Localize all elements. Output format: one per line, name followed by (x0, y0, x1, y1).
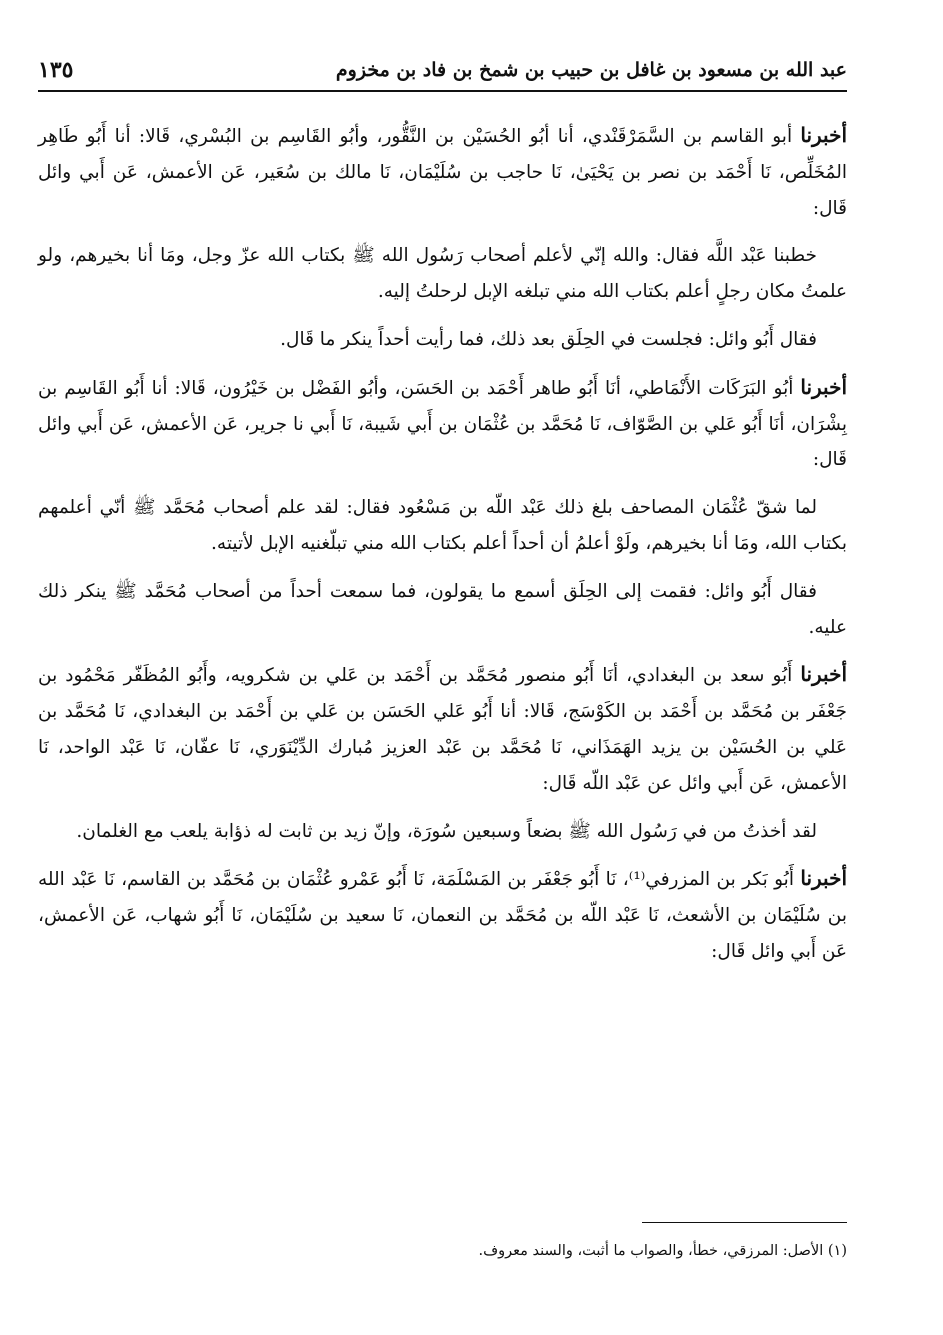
paragraph-text: أَبُو سعد بن البغدادي، أنَا أَبُو منصور مُحَمَّد بن أَحْمَد بن عَلي بن شكرويه، وأَبُو المُظَفّر مَحْمُود بن جَعْفَر بن مُحَمَّد بن أَحْمَد بن الكَوْسَج، قَالا: أنا أَبُو عَلي الحَسَن بن عَلي بن أَحْمَد بن البغدادي، نَا مُحَمَّد بن عَلي بن الحُسَيْن بن يزيد الهَمَذَاني، نَا مُحَمَّد بن عَبْد العزيز مُبارك الدِّيْنَوَري، نَا عفّان، نَا عَبْد الواحد، نَا الأعمش، عَن أَبي وائل عن عَبْد اللّه قَال: (38, 665, 847, 794)
running-title: عبد الله بن مسعود بن غافل بن حبيب بن شمخ بن فاد بن مخزوم (335, 59, 847, 81)
paragraph-text: أبُو البَرَكَات الأَنْمَاطي، أنَا أَبُو طاهر أَحْمَد بن الحَسَن، وأبُو الفَضْل بن خَيْرُون، قَالا: أنا أَبُو القَاسِم بن بِشْرَان، أنَا أَبُو عَلي بن الصَّوّاف، نَا مُحَمَّد بن عُثْمَان بن أَبي شَيبة، نَا أَبي نا جرير، عَن الأعمش، عَن أَبي وائل قَال: (38, 377, 847, 471)
paragraph-text: أبو القاسم بن السَّمَرْقَنْدي، أنا أبُو الحُسَيْن بن النَّقُّور، وأبُو القَاسِم بن البُسْري، قَالا: أنا أَبُو طَاهِر المُخَلِّص، نَا أَحْمَد بن نصر بن يَحْيَىٰ، نَا حاجب بن سُلَيْمَان، نَا مالك بن سُعَير، عَن الأعمش، عَن أَبي وائل قَال: (38, 126, 847, 219)
isnad-lead: أخبرنا (800, 866, 847, 891)
paragraph-text: لما شقّ عُثْمَان المصاحف بلغ ذلك عَبْد اللّه بن مَسْعُود فقال: لقد علم أصحاب مُحَمَّد ﷺ أنّي أعلمهم بكتاب الله، ومَا أنا بخيرهم، ولَوْ أعلمُ أن أحداً أعلم بكتاب الله مني تبلّغنيه الإبل لأتيته. (38, 497, 847, 554)
paragraph (38, 238, 847, 310)
paragraph (38, 370, 847, 478)
paragraph-text: أَبُو بَكر بن المزرفي⁽¹⁾، نَا أَبُو جَعْفَر بن المَسْلَمَة، نَا أَبُو عَمْرو عُثْمَان بن مُحَمَّد بن القاسم، نَا عَبْد الله بن سُلَيْمَان بن الأشعث، نَا عَبْد اللّه بن مُحَمَّد بن النعمان، نَا سعيد بن سُلَيْمَان، نَا أَبُو شهاب، عَن الأعمش، عَن أَبي وائل قَال: (38, 869, 847, 962)
paragraph (38, 814, 847, 850)
footnote-marker: (١) (827, 1243, 847, 1259)
paragraph (38, 861, 847, 969)
paragraph-text: خطبنا عَبْد اللَّه فقال: والله إنّي لأعلم أصحاب رَسُول الله ﷺ بكتاب الله عزّ وجل، ومَا أنا بخيرهم، ولو علمتُ مكان رجلٍ أعلم بكتاب الله مني تبلغه الإبل لرحلتُ إليه. (38, 245, 847, 303)
paragraph (38, 490, 847, 562)
footnote-divider (642, 1222, 847, 1223)
paragraph-text: لقد أخذتُ من في رَسُول الله ﷺ بضعاً وسبعين سُورَة، وإنّ زيد بن ثابت له ذؤابة يلعب مع الغلمان. (76, 820, 817, 842)
page-header (38, 50, 847, 92)
isnad-lead: أخبرنا (800, 662, 847, 687)
footnote (38, 1240, 847, 1262)
page-number: ١٣٥ (38, 57, 74, 83)
page-body (38, 118, 847, 982)
isnad-lead: أخبرنا (800, 123, 847, 147)
paragraph (38, 322, 847, 358)
footnote-text: الأصل: المرزقي، خطأ، والصواب ما أثبت، والسند معروف. (478, 1243, 824, 1259)
paragraph-text: فقال أَبُو وائل: فقمت إلى الحِلَق أسمع ما يقولون، فما سمعت أحداً من أصحاب مُحَمَّد ﷺ ينكر ذلك عليه. (38, 580, 847, 638)
paragraph-text: فقال أَبُو وائل: فجلست في الحِلَق بعد ذلك، فما رأيت أحداً ينكر ما قَال. (280, 328, 817, 350)
paragraph (38, 657, 847, 801)
paragraph (38, 574, 847, 646)
isnad-lead: أخبرنا (800, 374, 847, 399)
paragraph (38, 118, 847, 226)
